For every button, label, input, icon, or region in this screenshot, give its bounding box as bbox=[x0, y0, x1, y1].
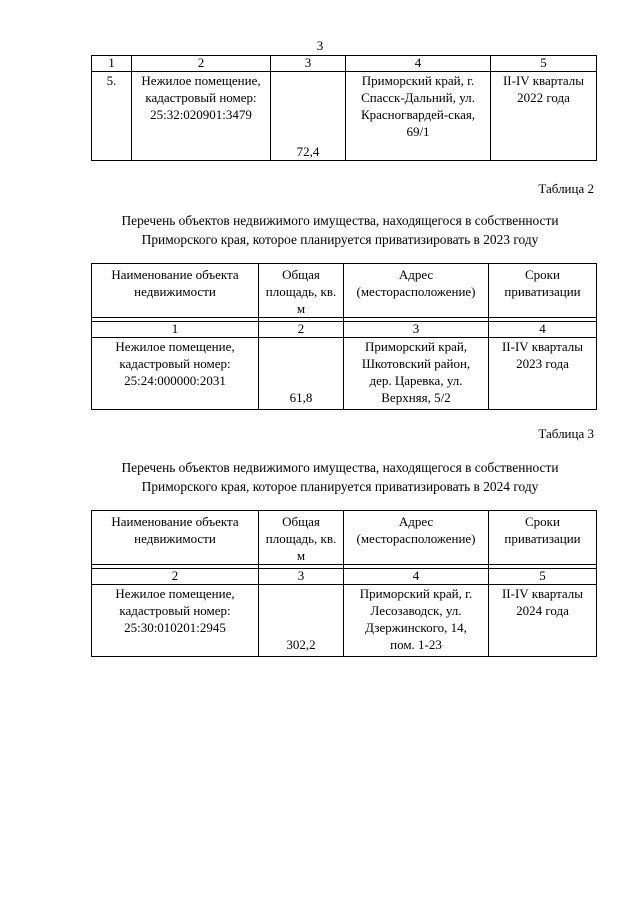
table-row bbox=[92, 338, 597, 410]
col-number: 5 bbox=[489, 569, 597, 585]
table-2-title-line-2: Приморского края, которое планируется приватизировать в 2023 году bbox=[141, 232, 539, 247]
header-area: Общая площадь, кв. м bbox=[259, 511, 344, 565]
table-2-title bbox=[60, 211, 620, 249]
col-number: 1 bbox=[92, 56, 132, 72]
privatization-term: II-IV кварталы 2024 года bbox=[489, 585, 597, 657]
col-number: 4 bbox=[489, 322, 597, 338]
header-name: Наименование объекта недвижимости bbox=[92, 264, 259, 318]
header-address: Адрес (месторасположение) bbox=[344, 511, 489, 565]
table-2-number-row bbox=[92, 322, 597, 338]
header-term: Сроки приватизации bbox=[489, 511, 597, 565]
col-number: 5 bbox=[491, 56, 597, 72]
table-2 bbox=[91, 263, 597, 410]
table-3-title-line-2: Приморского края, которое планируется приватизировать в 2024 году bbox=[141, 479, 539, 494]
header-term: Сроки приватизации bbox=[489, 264, 597, 318]
privatization-term: II-IV кварталы 2022 года bbox=[491, 72, 597, 161]
table-3 bbox=[91, 510, 597, 657]
table-3-caption: Таблица 3 bbox=[538, 426, 594, 441]
header-name: Наименование объекта недвижимости bbox=[92, 511, 259, 565]
object-name: Нежилое помещение, кадастровый номер: 25:24:000000:2031 bbox=[92, 338, 259, 410]
table-3-title-line-1: Перечень объектов недвижимого имущества, находящегося в собственности bbox=[121, 460, 559, 475]
col-number: 3 bbox=[259, 569, 344, 585]
page-number: 3 bbox=[316, 38, 324, 53]
object-name: Нежилое помещение, кадастровый номер: 25:30:010201:2945 bbox=[92, 585, 259, 657]
col-number: 2 bbox=[259, 322, 344, 338]
table-3-number-row bbox=[92, 569, 597, 585]
object-address: Приморский край, Шкотовский район, дер. Царевка, ул. Верхняя, 5/2 bbox=[344, 338, 489, 410]
col-number: 1 bbox=[92, 322, 259, 338]
col-number: 4 bbox=[346, 56, 491, 72]
table-3-title bbox=[60, 458, 620, 496]
col-number: 2 bbox=[132, 56, 271, 72]
table-2-caption: Таблица 2 bbox=[538, 181, 594, 196]
table-1-number-row bbox=[92, 56, 597, 72]
object-address: Приморский край, г. Спасск-Дальний, ул. Красногвардей-ская, 69/1 bbox=[346, 72, 491, 161]
col-number: 3 bbox=[344, 322, 489, 338]
privatization-term: II-IV кварталы 2023 года bbox=[489, 338, 597, 410]
header-address: Адрес (месторасположение) bbox=[344, 264, 489, 318]
table-2-title-line-1: Перечень объектов недвижимого имущества, находящегося в собственности bbox=[121, 213, 559, 228]
table-row bbox=[92, 72, 597, 161]
table-2-header-row bbox=[92, 264, 597, 318]
header-area: Общая площадь, кв. м bbox=[259, 264, 344, 318]
object-name: Нежилое помещение, кадастровый номер: 25:32:020901:3479 bbox=[132, 72, 271, 161]
table-3-header-row bbox=[92, 511, 597, 565]
object-address: Приморский край, г. Лесозаводск, ул. Дзержинского, 14, пом. 1-23 bbox=[344, 585, 489, 657]
col-number: 4 bbox=[344, 569, 489, 585]
object-area: 302,2 bbox=[259, 585, 344, 657]
col-number: 2 bbox=[92, 569, 259, 585]
object-area: 72,4 bbox=[271, 72, 346, 161]
table-row bbox=[92, 585, 597, 657]
row-index: 5. bbox=[92, 72, 132, 161]
col-number: 3 bbox=[271, 56, 346, 72]
table-1 bbox=[91, 55, 597, 161]
object-area: 61,8 bbox=[259, 338, 344, 410]
